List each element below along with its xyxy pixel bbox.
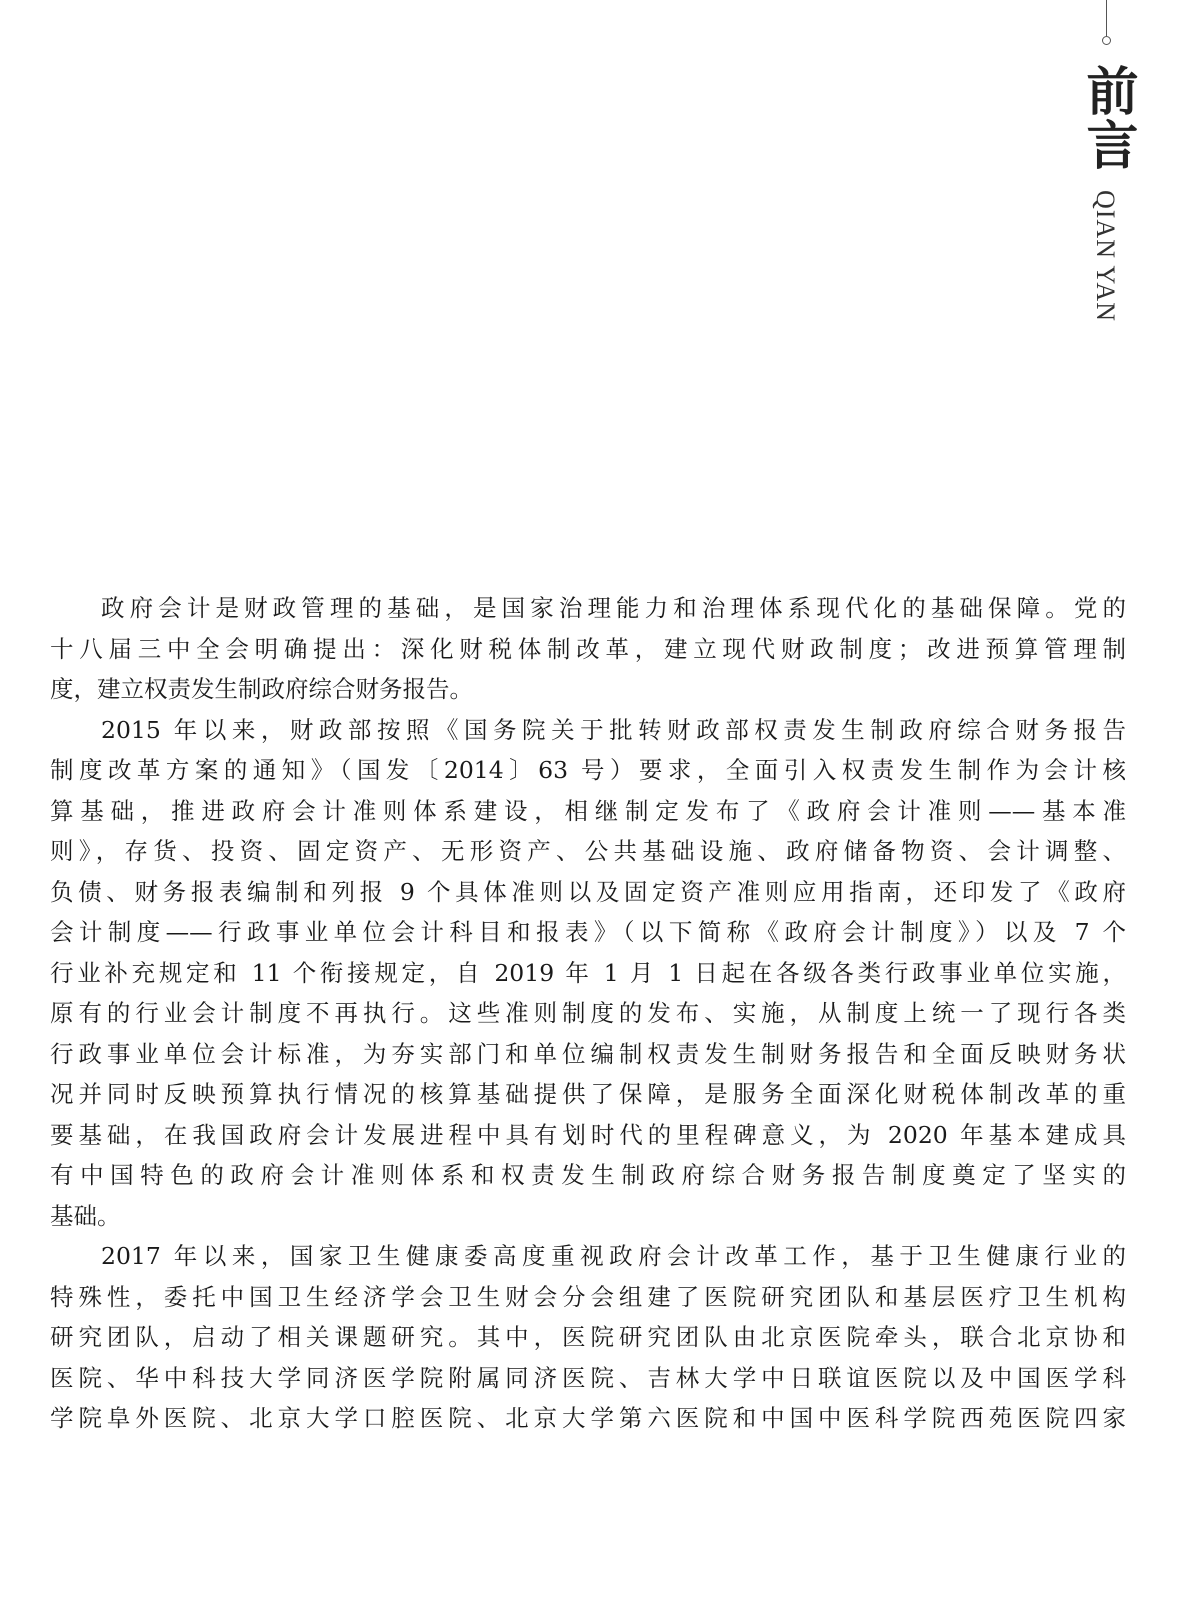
paragraph-line: 2015 年以来，财政部按照《国务院关于批转财政部权责发生制政府综合财务报告 [101, 715, 1126, 744]
paragraph-line: 十八届三中全会明确提出：深化财税体制改革，建立现代财政制度；改进预算管理制 [50, 634, 1126, 663]
paragraph-line: 政府会计是财政管理的基础，是国家治理能力和治理体系现代化的基础保障。党的 [101, 594, 1126, 622]
paragraph-line: 行政事业单位会计标准，为夯实部门和单位编制权责发生制财务报告和全面反映财务状 [50, 1039, 1126, 1068]
paragraph-line: 度，建立权责发生制政府综合财务报告。 [50, 675, 473, 703]
paragraph-line: 行业补充规定和 11 个衔接规定，自 2019 年 1 月 1 日起在各级各类行政事业单位实施， [50, 958, 1126, 987]
paragraph-line: 医院、华中科技大学同济医学院附属同济医院、吉林大学中日联谊医院以及中国医学科 [50, 1363, 1126, 1392]
paragraph-line: 制度改革方案的通知》（国发〔2014〕63 号）要求，全面引入权责发生制作为会计核 [50, 756, 1126, 784]
paragraph-line: 要基础，在我国政府会计发展进程中具有划时代的里程碑意义，为 2020 年基本建成具 [50, 1120, 1126, 1149]
body-text [50, 588, 1126, 1439]
paragraph-line: 负债、财务报表编制和列报 9 个具体准则以及固定资产准则应用指南，还印发了《政府 [50, 877, 1126, 906]
paragraph-line: 会计制度——行政事业单位会计科目和报表》（以下简称《政府会计制度》）以及 7 个 [50, 918, 1126, 946]
section-pinyin: QIAN YAN [1091, 190, 1120, 322]
paragraph-line: 特殊性，委托中国卫生经济学会卫生财会分会组建了医院研究团队和基层医疗卫生机构 [50, 1282, 1126, 1311]
decorative-dot [1102, 36, 1111, 45]
paragraph-line: 2017 年以来，国家卫生健康委高度重视政府会计改革工作，基于卫生健康行业的 [101, 1242, 1126, 1270]
paragraph-line: 学院阜外医院、北京大学口腔医院、北京大学第六医院和中国中医科学院西苑医院四家 [50, 1404, 1126, 1432]
paragraph-line: 况并同时反映预算执行情况的核算基础提供了保障，是服务全面深化财税体制改革的重 [50, 1080, 1126, 1108]
section-title: 前言 [1077, 64, 1138, 172]
paragraph-line: 有中国特色的政府会计准则体系和权责发生制政府综合财务报告制度奠定了坚实的 [50, 1161, 1126, 1189]
paragraph-line: 则》，存货、投资、固定资产、无形资产、公共基础设施、政府储备物资、会计调整、 [50, 837, 1126, 865]
paragraph-line: 原有的行业会计制度不再执行。这些准则制度的发布、实施，从制度上统一了现行各类 [50, 999, 1126, 1027]
paragraph-line: 研究团队，启动了相关课题研究。其中，医院研究团队由北京医院牵头，联合北京协和 [50, 1323, 1126, 1351]
decorative-rule [1106, 0, 1107, 36]
paragraph-line: 基础。 [50, 1201, 121, 1230]
paragraph-line: 算基础，推进政府会计准则体系建设，相继制定发布了《政府会计准则——基本准 [50, 796, 1126, 825]
